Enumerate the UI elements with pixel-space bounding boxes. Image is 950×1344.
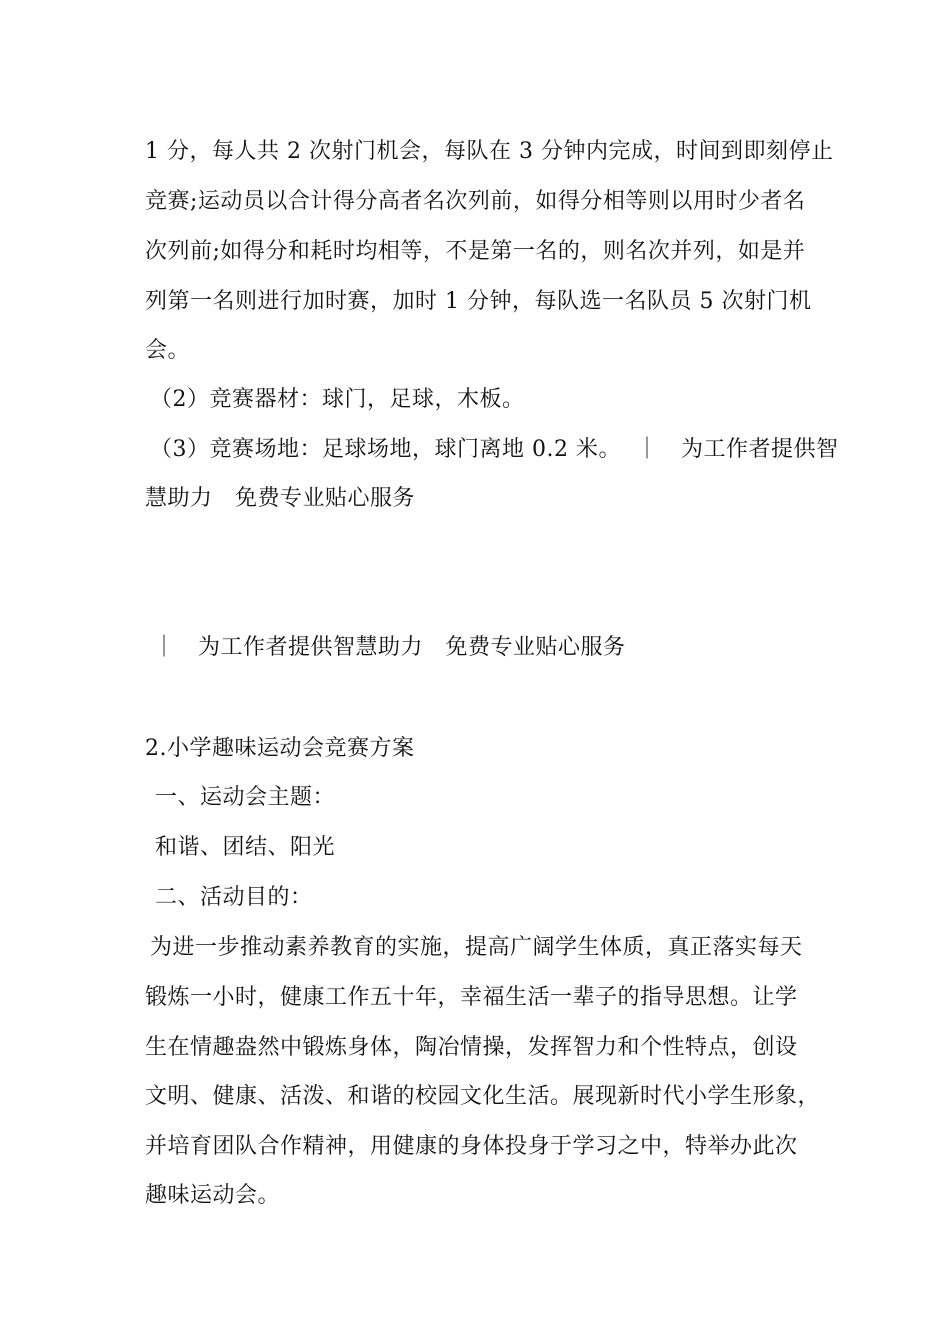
paragraph-line: 列第一名则进行加时赛，加时 1 分钟，每队选一名队员 5 次射门机 <box>145 289 812 314</box>
purpose-line: 并培育团队合作精神，用健康的身体投身于学习之中，特举办此次 <box>145 1134 798 1159</box>
venue-line-continued: 慧助力 免费专业贴心服务 <box>145 486 415 511</box>
paragraph-line: 会。 <box>145 338 191 363</box>
purpose-line: 生在情趣盎然中锻炼身体，陶冶情操，发挥智力和个性特点，创设 <box>145 1035 798 1060</box>
purpose-line: 文明、健康、活泼、和谐的校园文化生活。展现新时代小学生形象， <box>145 1084 821 1109</box>
paragraph-line: 1 分，每人共 2 次射门机会，每队在 3 分钟内完成，时间到即刻停止 <box>145 139 834 164</box>
paragraph-line: 竞赛;运动员以合计得分高者名次列前，如得分相等则以用时少者名 <box>145 189 806 214</box>
equipment-line: （2）竞赛器材：球门，足球，木板。 <box>150 387 525 412</box>
slogan-footer: ｜ 为工作者提供智慧助力 免费专业贴心服务 <box>153 635 626 660</box>
theme-heading: 一、运动会主题： <box>155 785 336 810</box>
venue-line: （3）竞赛场地：足球场地，球门离地 0.2 米。 ｜ 为工作者提供智 <box>150 437 839 462</box>
section-title: 2.小学趣味运动会竞赛方案 <box>145 736 415 761</box>
purpose-line: 锻炼一小时，健康工作五十年，幸福生活一辈子的指导思想。让学 <box>145 985 798 1010</box>
purpose-line: 为进一步推动素养教育的实施，提高广阔学生体质，真正落实每天 <box>150 935 803 960</box>
theme-text: 和谐、团结、阳光 <box>155 835 336 860</box>
purpose-heading: 二、活动目的： <box>155 885 313 910</box>
paragraph-line: 次列前;如得分和耗时均相等，不是第一名的，则名次并列，如是并 <box>145 239 806 264</box>
purpose-line: 趣味运动会。 <box>145 1183 281 1208</box>
